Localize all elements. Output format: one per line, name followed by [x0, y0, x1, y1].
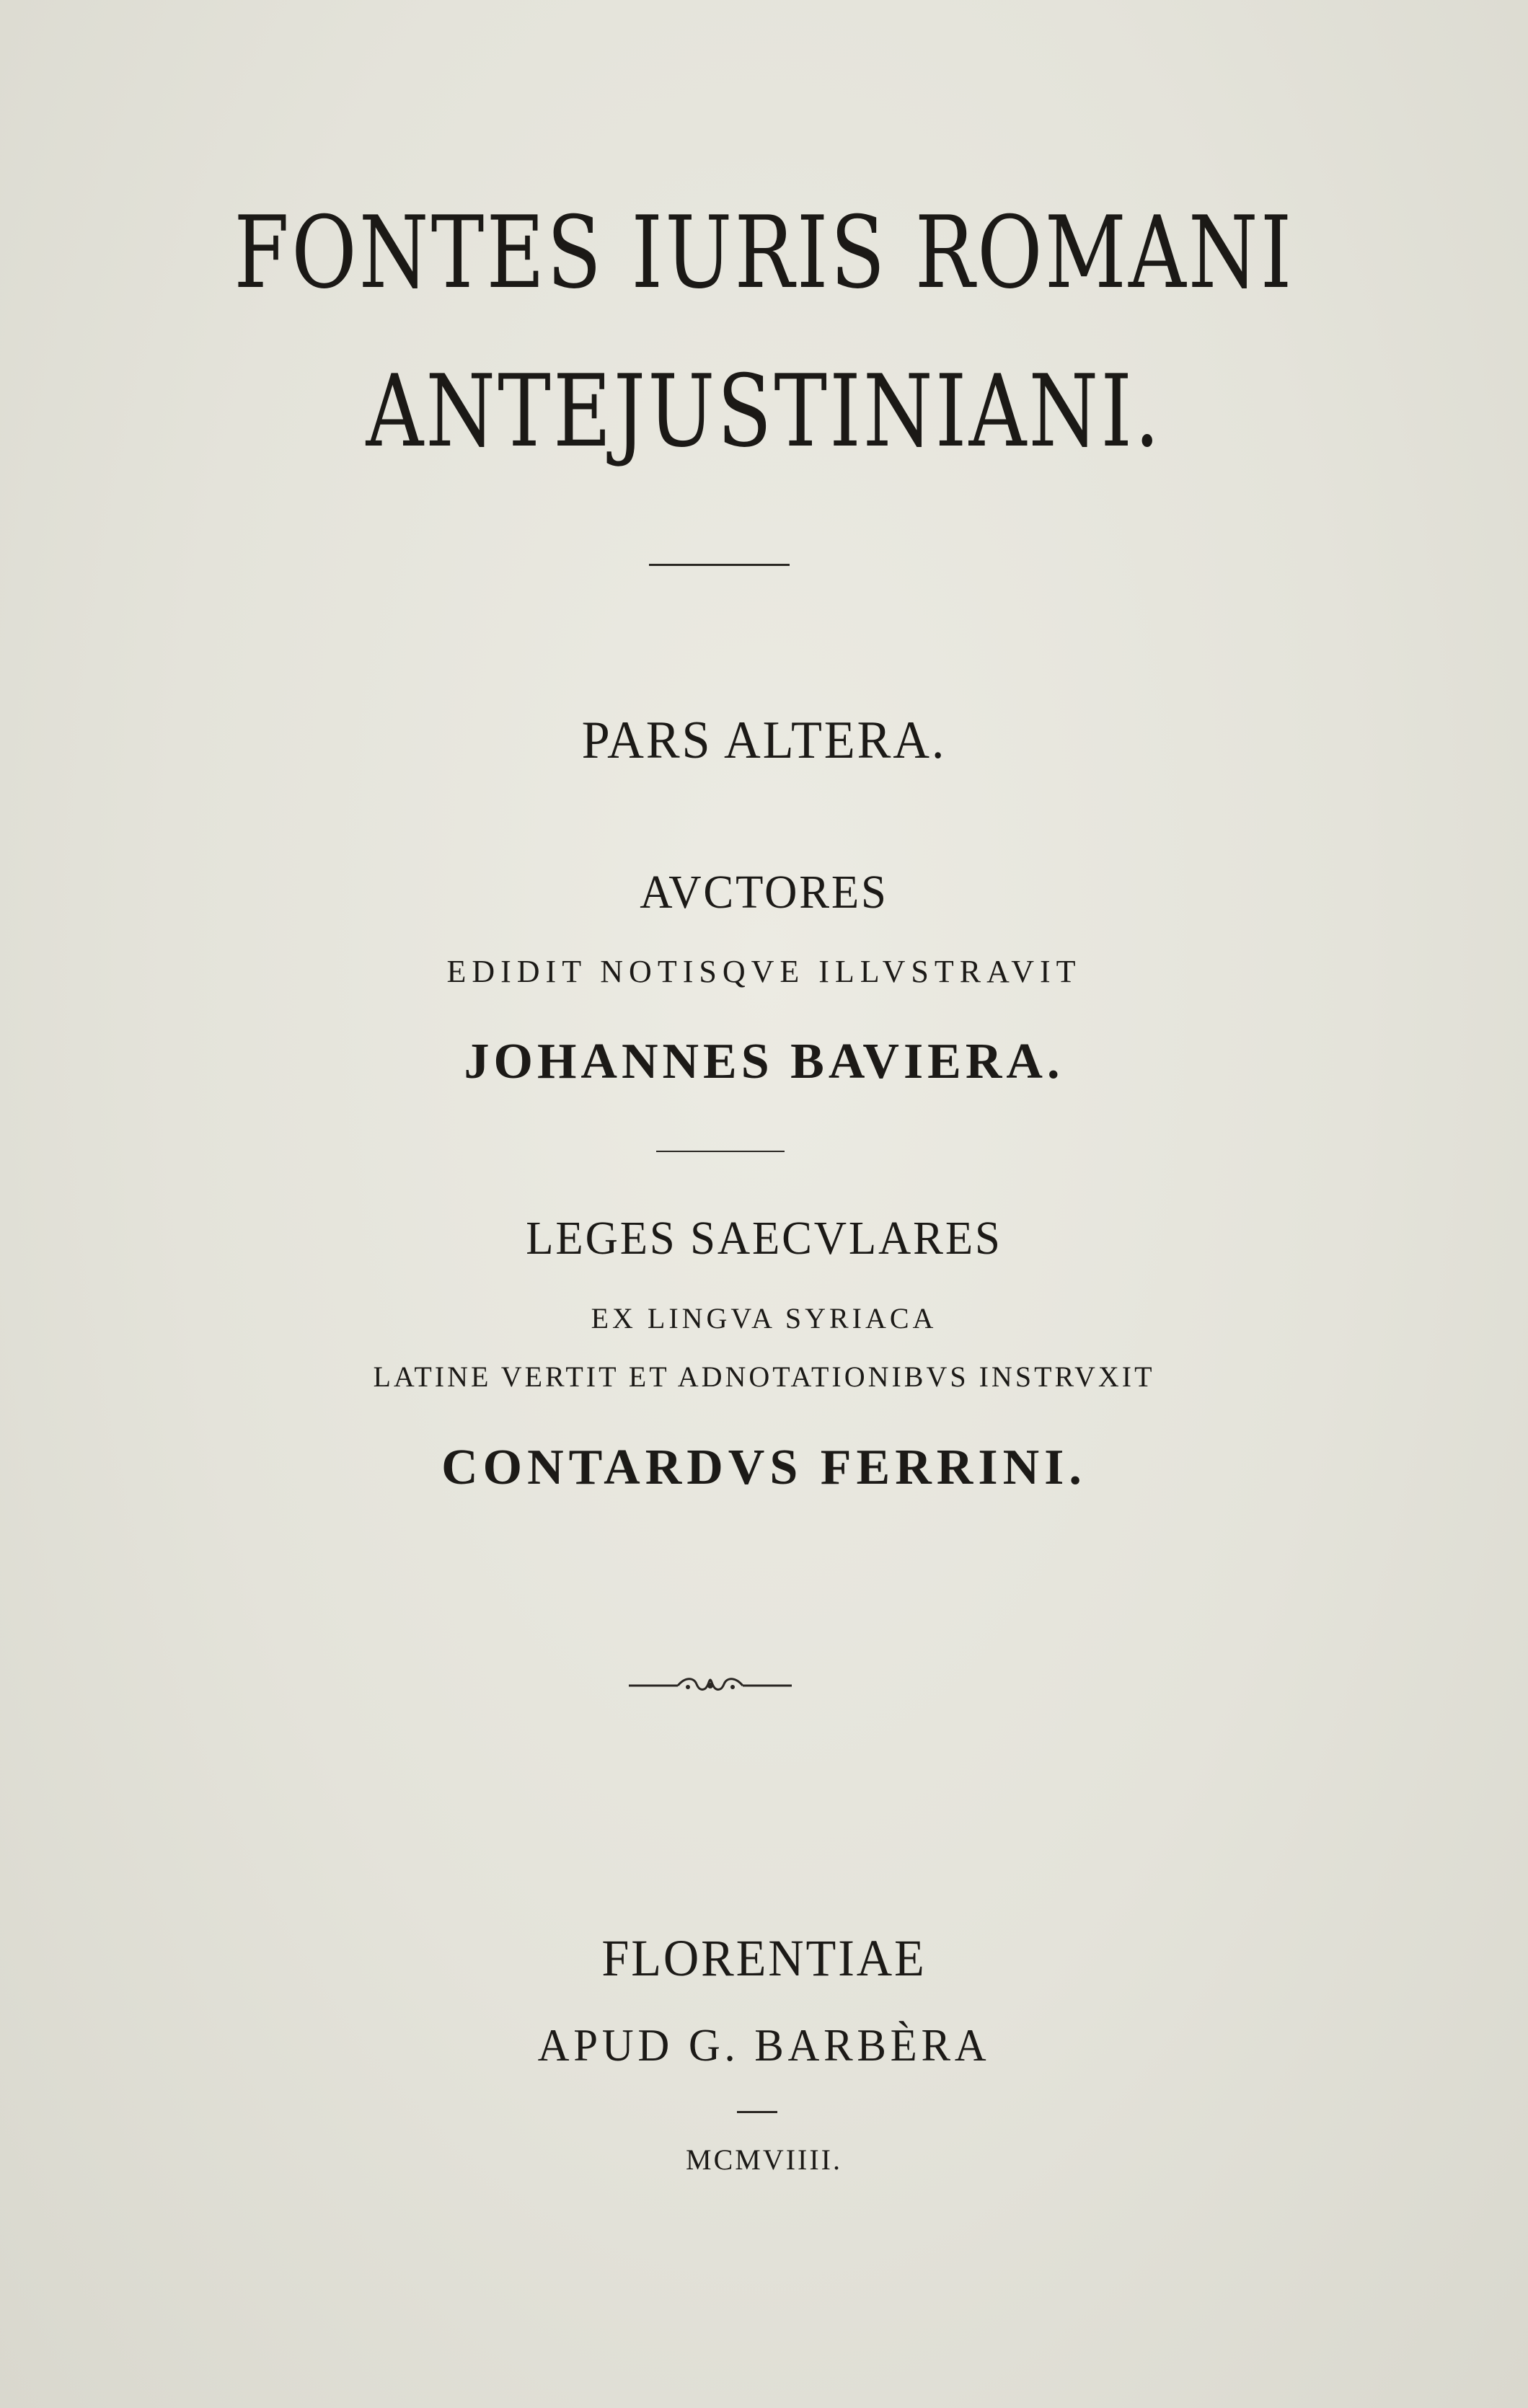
divider-rule: [649, 564, 790, 566]
title-line-1: FONTES IURIS ROMANI: [234, 195, 1294, 311]
fleuron-ornament-icon: [627, 1671, 793, 1700]
section-1-credit-line: EDIDIT NOTISQVE ILLVSTRAVIT: [446, 954, 1082, 989]
section-2-heading: LEGES SAECVLARES: [526, 1212, 1002, 1265]
translator-name: CONTARDVS FERRINI.: [441, 1440, 1087, 1495]
imprint-publisher: APUD G. BARBÈRA: [537, 2019, 991, 2071]
section-1-heading: AVCTORES: [640, 866, 888, 919]
section-2-credit-line: LATINE VERTIT ET ADNOTATIONIBVS INSTRVXIT: [373, 1360, 1155, 1393]
part-label: PARS ALTERA.: [581, 711, 947, 770]
divider-rule: [737, 2111, 777, 2113]
editor-name: JOHANNES BAVIERA.: [464, 1034, 1064, 1089]
section-2-source-line: EX LINGVA SYRIACA: [591, 1302, 937, 1334]
imprint-place: FLORENTIAE: [601, 1929, 927, 1987]
imprint-year: MCMVIIII.: [686, 2143, 842, 2176]
title-line-2: ANTEJUSTINIANI.: [366, 353, 1162, 469]
divider-rule: [656, 1151, 785, 1152]
